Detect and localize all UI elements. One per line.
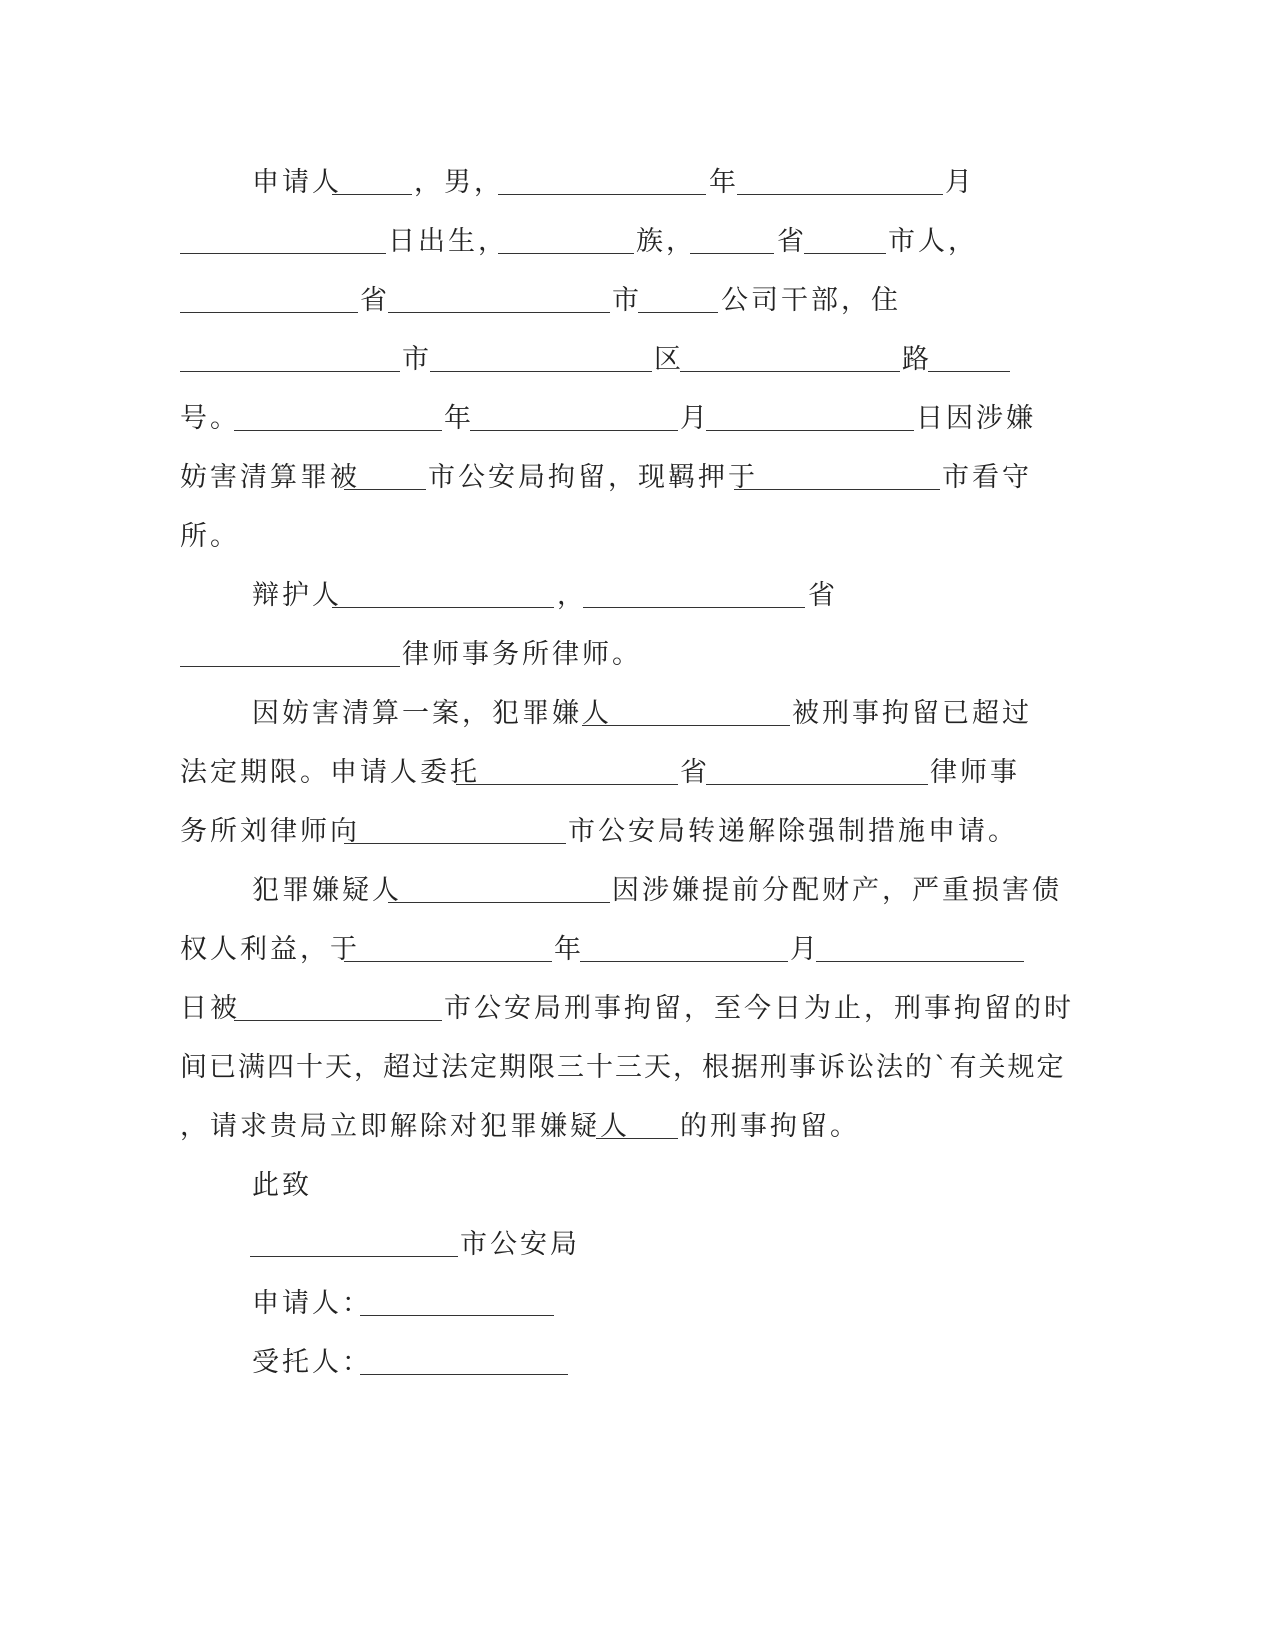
paragraph-applicant-line-5 (0, 399, 1275, 439)
text-segment: ， (557, 580, 587, 611)
fill-blank[interactable] (737, 194, 943, 195)
fill-blank[interactable] (596, 1138, 678, 1139)
fill-blank[interactable] (804, 253, 886, 254)
text-segment: 律师事务所律师。 (402, 639, 642, 670)
paragraph-case-line-2 (0, 753, 1275, 793)
text-segment: 号。 (180, 403, 240, 434)
text-segment: 日被 (180, 993, 240, 1024)
paragraph-defender-line-2 (0, 635, 1275, 675)
fill-blank[interactable] (706, 430, 914, 431)
text-segment: 市公安局拘留，现羁押于 (428, 462, 758, 493)
text-segment: 族， (636, 226, 696, 257)
fill-blank[interactable] (332, 194, 412, 195)
text-segment: 被刑事拘留已超过 (792, 698, 1032, 729)
fill-blank[interactable] (680, 371, 900, 372)
fill-blank[interactable] (180, 371, 400, 372)
text-segment: 公司干部，住 (721, 285, 901, 316)
text-segment: ，男， (414, 167, 504, 198)
fill-blank[interactable] (388, 902, 610, 903)
text-segment: 市公安局刑事拘留，至今日为止，刑事拘留的时 (444, 993, 1074, 1024)
text-segment: 因涉嫌提前分配财产，严重损害债 (612, 875, 1062, 906)
text-segment: 市公安局转递解除强制措施申请。 (568, 816, 1018, 847)
text-segment: ，请求贵局立即解除对犯罪嫌疑人 (180, 1111, 630, 1142)
text-segment: 妨害清算罪被 (180, 462, 360, 493)
text-segment: 犯罪嫌疑人 (252, 875, 402, 906)
paragraph-case-line-1 (0, 694, 1275, 734)
signature-applicant (0, 1284, 1275, 1324)
fill-blank[interactable] (388, 312, 610, 313)
paragraph-applicant-line-2 (0, 222, 1275, 262)
fill-blank[interactable] (180, 666, 400, 667)
fill-blank[interactable] (344, 489, 426, 490)
text-segment: 法定期限。申请人委托 (180, 757, 480, 788)
text-segment: 日因涉嫌 (916, 403, 1036, 434)
text-segment: 省 (777, 226, 807, 257)
text-segment: 申请人 (252, 167, 342, 198)
fill-blank[interactable] (234, 1020, 442, 1021)
fill-blank[interactable] (734, 489, 940, 490)
text-segment: 所。 (180, 521, 240, 552)
text-segment: 受托人： (252, 1347, 372, 1378)
paragraph-applicant-line-4 (0, 340, 1275, 380)
paragraph-applicant-line-3 (0, 281, 1275, 321)
fill-blank[interactable] (498, 194, 706, 195)
paragraph-suspect-line-1 (0, 871, 1275, 911)
paragraph-applicant-line-6 (0, 458, 1275, 498)
signature-trustee (0, 1343, 1275, 1383)
text-segment: 省 (680, 757, 710, 788)
text-segment: 路 (902, 344, 932, 375)
text-segment: 的刑事拘留。 (680, 1111, 860, 1142)
fill-blank[interactable] (456, 784, 678, 785)
text-segment: 月 (945, 167, 975, 198)
fill-blank[interactable] (360, 1315, 554, 1316)
text-segment: 间已满四十天，超过法定期限三十三天，根据刑事诉讼法的`有关规定 (180, 1052, 1066, 1083)
fill-blank[interactable] (250, 1256, 458, 1257)
fill-blank[interactable] (332, 607, 554, 608)
text-segment: 市 (612, 285, 642, 316)
text-segment: 年 (444, 403, 474, 434)
fill-blank[interactable] (706, 784, 928, 785)
text-segment: 省 (808, 580, 838, 611)
text-segment: 市人， (888, 226, 978, 257)
paragraph-defender-line-1 (0, 576, 1275, 616)
fill-blank[interactable] (582, 725, 790, 726)
text-segment: 年 (709, 167, 739, 198)
text-segment: 年 (554, 934, 584, 965)
text-segment: 市公安局 (460, 1229, 580, 1260)
text-segment: 律师事 (930, 757, 1020, 788)
addressee-line (0, 1225, 1275, 1265)
text-segment: 市 (402, 344, 432, 375)
fill-blank[interactable] (470, 430, 678, 431)
fill-blank[interactable] (690, 253, 774, 254)
paragraph-applicant-line-1 (0, 163, 1275, 203)
paragraph-suspect-line-3 (0, 989, 1275, 1029)
fill-blank[interactable] (498, 253, 634, 254)
text-segment: 月 (680, 403, 710, 434)
fill-blank[interactable] (344, 961, 552, 962)
fill-blank[interactable] (638, 312, 718, 313)
text-segment: 省 (360, 285, 390, 316)
paragraph-case-line-3 (0, 812, 1275, 852)
text-segment: 辩护人 (252, 580, 342, 611)
fill-blank[interactable] (583, 607, 805, 608)
text-segment: 日出生， (388, 226, 508, 257)
fill-blank[interactable] (344, 843, 566, 844)
text-segment: 市看守 (942, 462, 1032, 493)
fill-blank[interactable] (816, 961, 1024, 962)
text-segment: 申请人： (252, 1288, 372, 1319)
paragraph-suspect-line-4 (0, 1048, 1275, 1088)
closing-salutation (0, 1166, 1275, 1206)
paragraph-suspect-line-5 (0, 1107, 1275, 1147)
fill-blank[interactable] (430, 371, 652, 372)
fill-blank[interactable] (234, 430, 442, 431)
text-segment: 区 (654, 344, 684, 375)
paragraph-applicant-line-7 (0, 517, 1275, 557)
fill-blank[interactable] (180, 312, 358, 313)
fill-blank[interactable] (928, 371, 1010, 372)
fill-blank[interactable] (360, 1374, 568, 1375)
text-segment: 务所刘律师向 (180, 816, 360, 847)
fill-blank[interactable] (580, 961, 788, 962)
text-segment: 月 (790, 934, 820, 965)
text-segment: 此致 (252, 1170, 312, 1201)
paragraph-suspect-line-2 (0, 930, 1275, 970)
text-segment: 权人利益，于 (180, 934, 360, 965)
text-segment: 因妨害清算一案，犯罪嫌人 (252, 698, 612, 729)
fill-blank[interactable] (180, 253, 386, 254)
